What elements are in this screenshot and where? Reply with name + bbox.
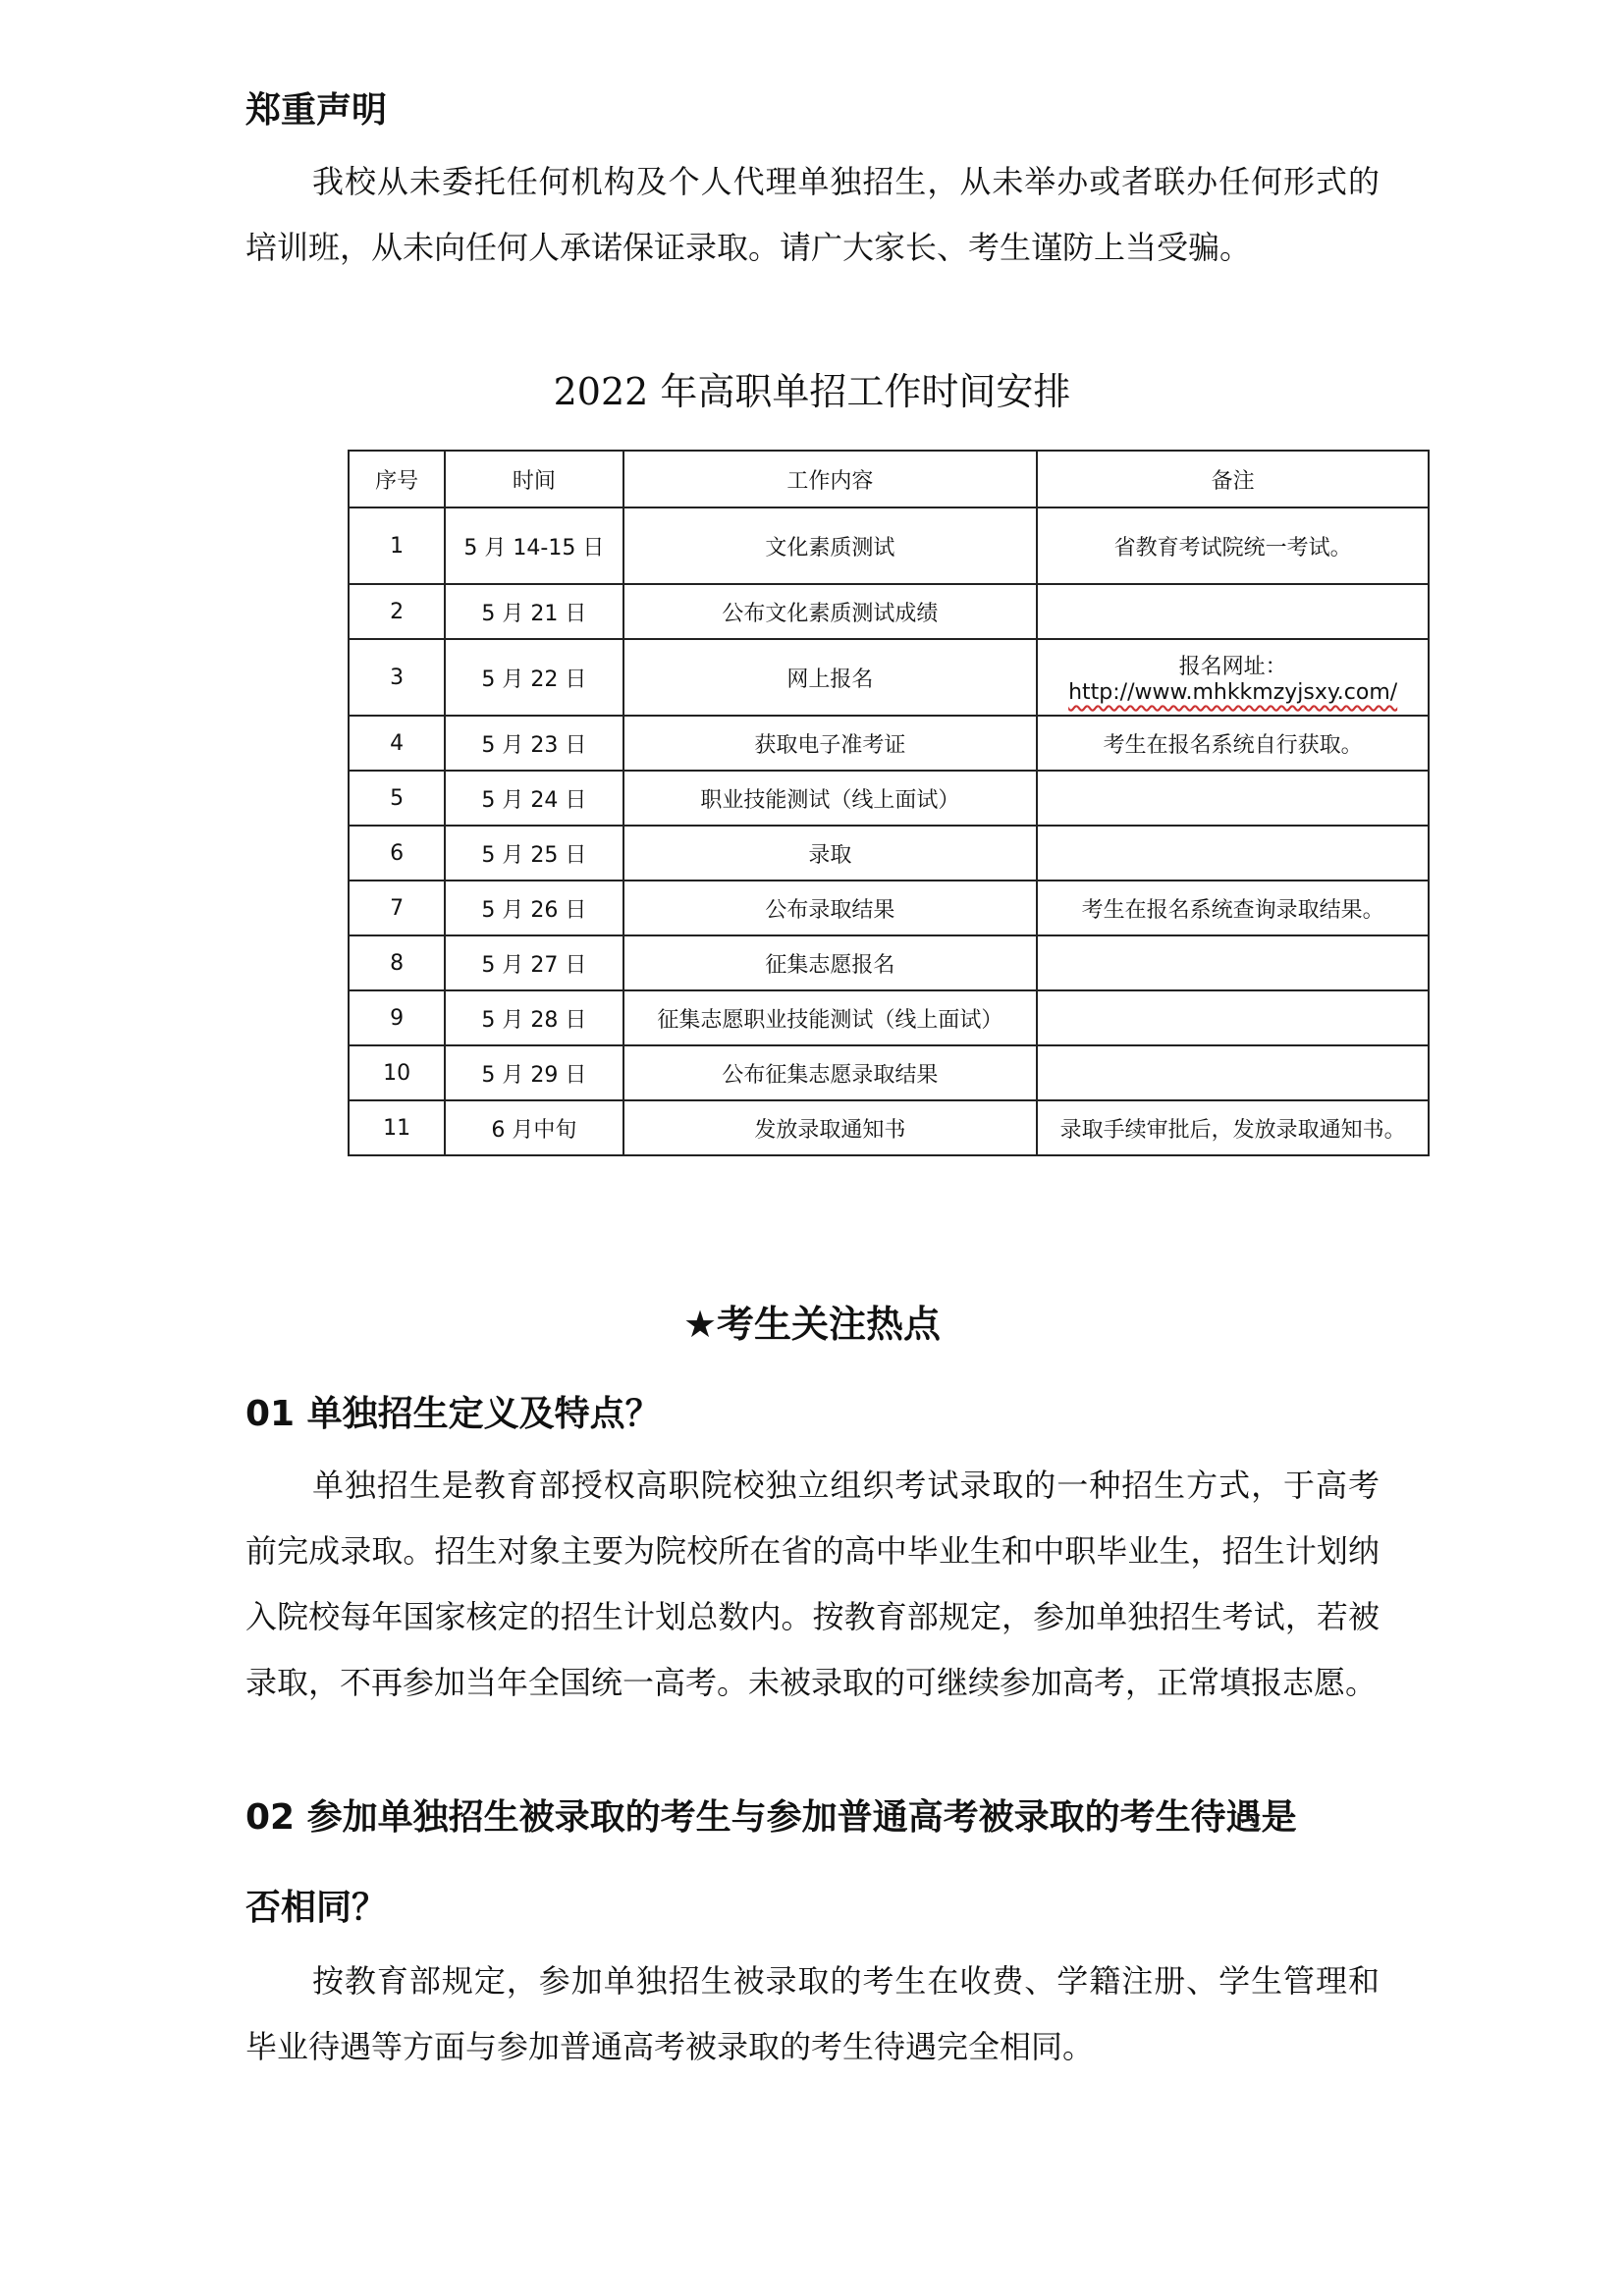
cell-no: 2 [349, 584, 445, 639]
notice-heading: 郑重声明 [245, 90, 388, 131]
table-row [349, 771, 1429, 826]
q2-paragraph: 按教育部规定，参加单独招生被录取的考生在收费、学籍注册、学生管理和毕业待遇等方面与参加普通高考被录取的考生待遇完全相同。 [245, 1962, 1380, 2065]
cell-note: 省教育考试院统一考试。 [1037, 507, 1429, 584]
cell-note [1037, 1045, 1429, 1100]
header-note: 备注 [1037, 451, 1429, 507]
schedule-table [348, 450, 1430, 1156]
cell-work: 文化素质测试 [623, 507, 1038, 584]
q1-paragraph: 单独招生是教育部授权高职院校独立组织考试录取的一种招生方式，于高考前完成录取。招生对象主要为院校所在省的高中毕业生和中职毕业生，招生计划纳入院校每年国家核定的招生计划总数内。按教育部规定，参加单独招生考试，若被录取，不再参加当年全国统一高考。未被录取的可继续参加高考，正常填报志愿。 [245, 1467, 1380, 1701]
cell-time: 5 月 26 日 [445, 881, 623, 935]
table-row [349, 584, 1429, 639]
notice-paragraph: 我校从未委托任何机构及个人代理单独招生，从未举办或者联办任何形式的培训班，从未向任何人承诺保证录取。请广大家长、考生谨防上当受骗。 [245, 163, 1380, 266]
cell-note [1037, 639, 1429, 716]
cell-no: 11 [349, 1100, 445, 1155]
q2-title-line1: 02 参加单独招生被录取的考生与参加普通高考被录取的考生待遇是 [245, 1797, 1297, 1838]
cell-time: 5 月 24 日 [445, 771, 623, 826]
header-work: 工作内容 [623, 451, 1038, 507]
cell-work: 公布文化素质测试成绩 [623, 584, 1038, 639]
cell-no: 8 [349, 935, 445, 990]
cell-note [1037, 990, 1429, 1045]
cell-time: 6 月中旬 [445, 1100, 623, 1155]
cell-note [1037, 771, 1429, 826]
cell-note [1037, 584, 1429, 639]
header-no: 序号 [349, 451, 445, 507]
schedule-title: 2022 年高职单招工作时间安排 [553, 370, 1071, 413]
cell-work: 公布征集志愿录取结果 [623, 1045, 1038, 1100]
table-header-row [349, 451, 1429, 507]
cell-work: 公布录取结果 [623, 881, 1038, 935]
q2-title-line2: 否相同？ [245, 1888, 388, 1928]
cell-note: 录取手续审批后，发放录取通知书。 [1037, 1100, 1429, 1155]
header-time: 时间 [445, 451, 623, 507]
q1-title: 01 单独招生定义及特点？ [245, 1394, 661, 1434]
cell-no: 6 [349, 826, 445, 881]
cell-time: 5 月 29 日 [445, 1045, 623, 1100]
table-row [349, 639, 1429, 716]
cell-note: 考生在报名系统查询录取结果。 [1037, 881, 1429, 935]
table-row [349, 1045, 1429, 1100]
cell-no: 5 [349, 771, 445, 826]
cell-no: 4 [349, 716, 445, 771]
cell-no: 1 [349, 507, 445, 584]
cell-work: 征集志愿职业技能测试（线上面试） [623, 990, 1038, 1045]
cell-work: 职业技能测试（线上面试） [623, 771, 1038, 826]
cell-time: 5 月 14-15 日 [445, 507, 623, 584]
cell-note [1037, 826, 1429, 881]
table-row [349, 881, 1429, 935]
cell-note: 考生在报名系统自行获取。 [1037, 716, 1429, 771]
table-row [349, 990, 1429, 1045]
cell-note [1037, 935, 1429, 990]
cell-time: 5 月 21 日 [445, 584, 623, 639]
table-row [349, 507, 1429, 584]
cell-time: 5 月 27 日 [445, 935, 623, 990]
table-row [349, 826, 1429, 881]
cell-time: 5 月 25 日 [445, 826, 623, 881]
cell-note-line1: 报名网址： [1178, 655, 1287, 679]
table-row [349, 716, 1429, 771]
cell-work: 发放录取通知书 [623, 1100, 1038, 1155]
cell-no: 10 [349, 1045, 445, 1100]
cell-time: 5 月 22 日 [445, 639, 623, 716]
hotspots-title: ★考生关注热点 [682, 1303, 942, 1346]
schedule-table-body [349, 507, 1429, 1155]
cell-time: 5 月 28 日 [445, 990, 623, 1045]
registration-url-link[interactable]: http://www.mhkkmzyjsxy.com/ [1068, 680, 1398, 705]
table-row [349, 935, 1429, 990]
cell-no: 7 [349, 881, 445, 935]
cell-work: 网上报名 [623, 639, 1038, 716]
cell-time: 5 月 23 日 [445, 716, 623, 771]
cell-no: 9 [349, 990, 445, 1045]
cell-no: 3 [349, 639, 445, 716]
cell-work: 征集志愿报名 [623, 935, 1038, 990]
table-row [349, 1100, 1429, 1155]
cell-work: 获取电子准考证 [623, 716, 1038, 771]
cell-work: 录取 [623, 826, 1038, 881]
